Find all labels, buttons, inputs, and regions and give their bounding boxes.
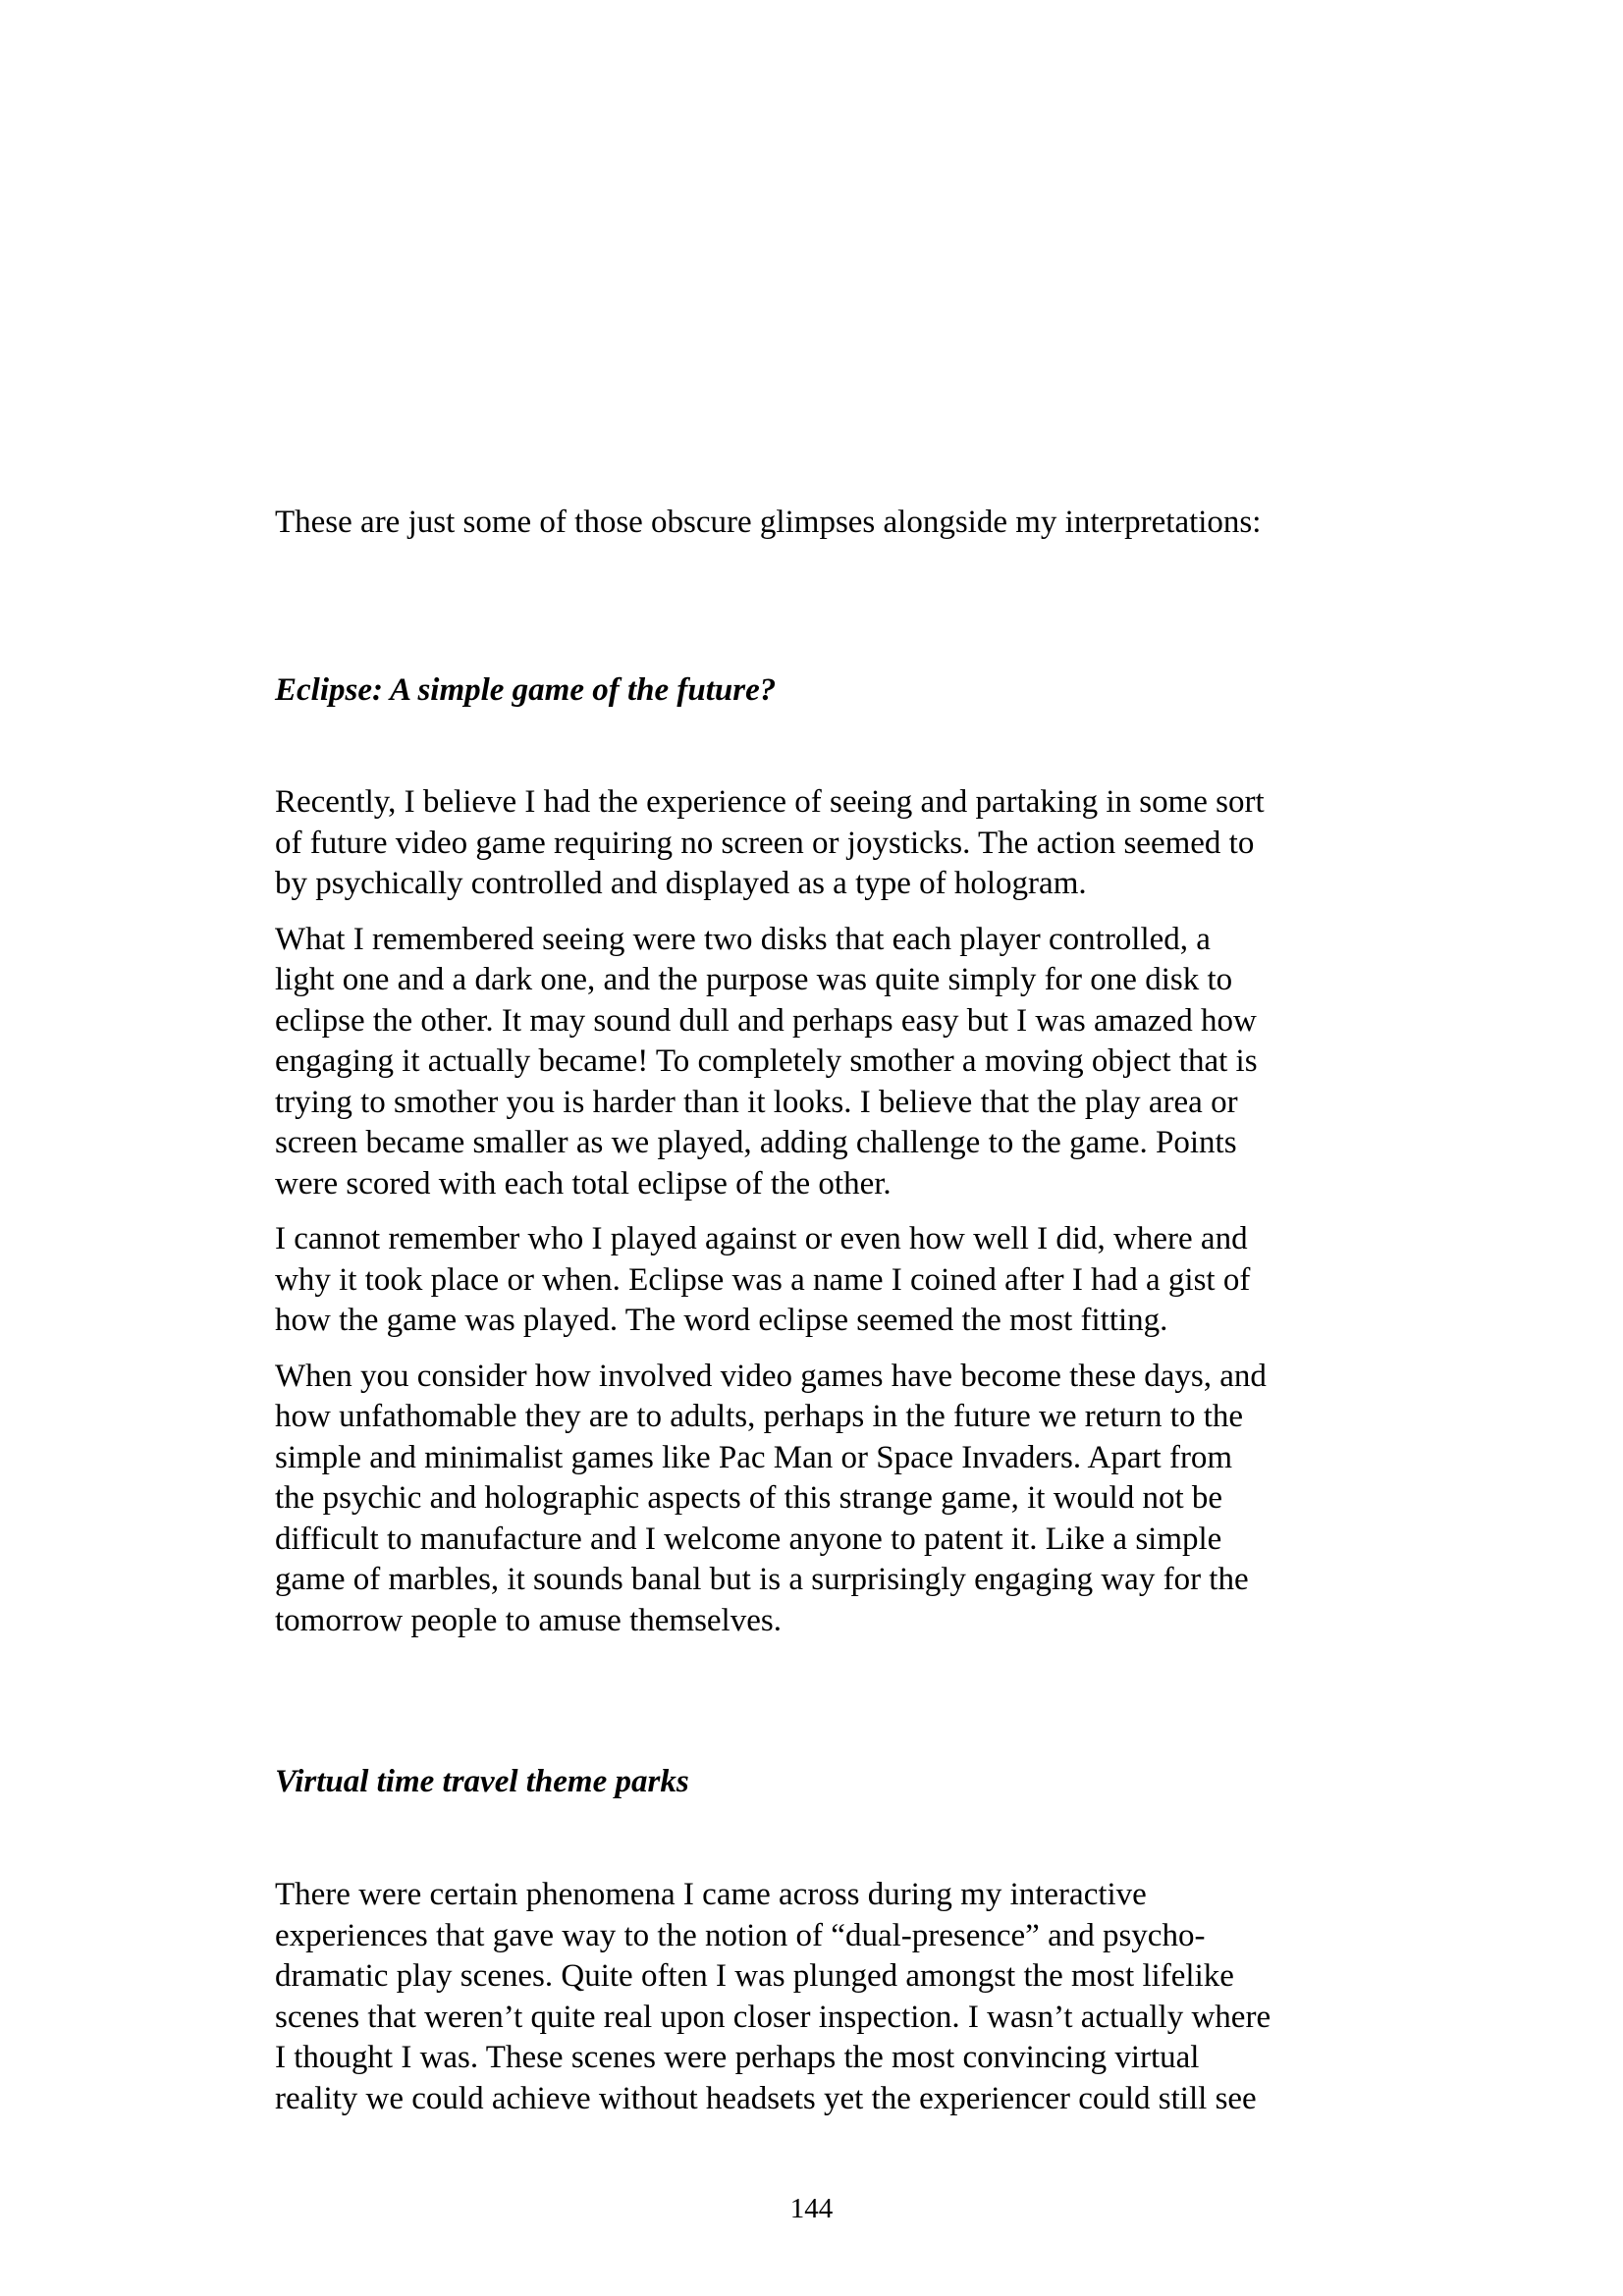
section-heading-eclipse: Eclipse: A simple game of the future?: [275, 672, 777, 708]
section-theme-parks-heading-block: [275, 1762, 1375, 1803]
body-paragraph: What I remembered seeing were two disks that each player controlled, a light one and a dark one, and the purpose was quite simply for one disk to eclipse the other. It may sound dull and perhaps easy but I was amazed how engaging it actually became! To completely smother a moving object that is trying to smother you is harder than it looks. I believe that the play area or screen became smaller as we played, adding challenge to the game. Points were scored with each total eclipse of the other.: [275, 921, 1258, 1201]
body-paragraph: There were certain phenomena I came across during my interactive experiences that gave way to the notion of “dual-presence” and psycho- dramatic play scenes. Quite often I was plunged amongst the most lifelike scenes that weren’t quite real upon closer inspection. I wasn’t actually where I thought I was. These scenes were perhaps the most convincing virtual reality we could achieve without headsets yet the experiencer could still see: [275, 1877, 1271, 2116]
body-paragraph: I cannot remember who I played against or even how well I did, where and why it took place or when. Eclipse was a name I coined after I had a gist of how the game was played. The word eclipse seemed the most fitting.: [275, 1221, 1251, 1338]
section-theme-parks-body: [275, 1875, 1375, 2119]
intro-block: [275, 503, 1375, 544]
section-heading-theme-parks: Virtual time travel theme parks: [275, 1764, 689, 1799]
intro-paragraph: These are just some of those obscure glimpses alongside my interpretations:: [275, 505, 1262, 540]
body-paragraph: Recently, I believe I had the experience of seeing and partaking in some sort of future video game requiring no screen or joysticks. The action seemed to by psychically controlled and displayed as a type of hologram.: [275, 784, 1265, 901]
body-paragraph: When you consider how involved video games have become these days, and how unfathomable they are to adults, perhaps in the future we return to the simple and minimalist games like Pac Man or Space Invaders. Apart from the psychic and holographic aspects of this strange game, it would not be difficult to manufacture and I welcome anyone to patent it. Like a simple game of marbles, it sounds banal but is a surprisingly engaging way for the tomorrow people to amuse themselves.: [275, 1358, 1267, 1638]
section-eclipse-heading-block: [275, 670, 1375, 712]
section-eclipse-body: [275, 782, 1375, 1656]
page-number: 144: [789, 2193, 834, 2224]
